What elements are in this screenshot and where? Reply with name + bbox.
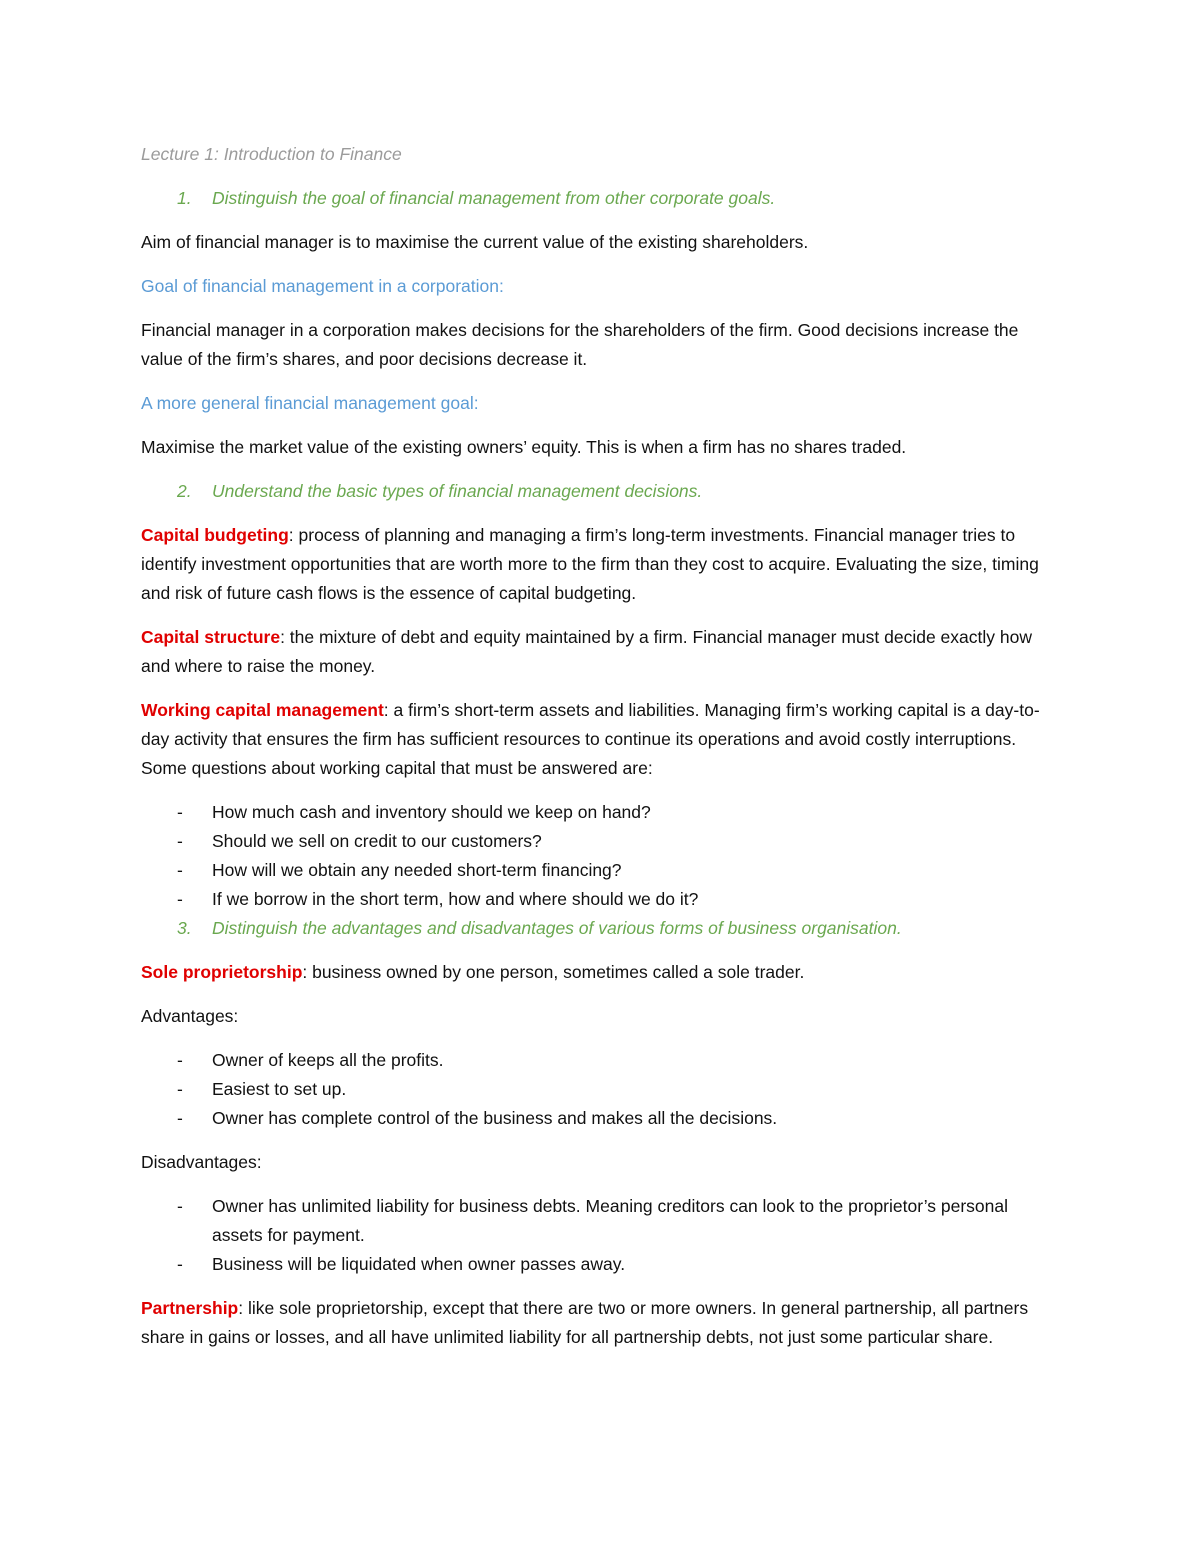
sole-proprietorship-paragraph	[141, 958, 1061, 987]
objective-number: 3.	[177, 918, 192, 938]
objective-number: 2.	[177, 481, 192, 501]
disadvantages-label: Disadvantages:	[141, 1152, 262, 1172]
list-item-text: Should we sell on credit to our customers?	[212, 831, 542, 851]
advantages-list	[141, 1046, 1061, 1133]
learning-objective-3	[141, 914, 1061, 943]
dash-bullet: -	[177, 831, 183, 851]
list-item-text: Easiest to set up.	[212, 1079, 347, 1099]
dash-bullet: -	[177, 889, 183, 909]
learning-objective-1	[141, 184, 1061, 213]
objective-number: 1.	[177, 188, 192, 208]
list-item	[141, 1192, 1061, 1250]
learning-objective-2	[141, 477, 1061, 506]
capital-budgeting-paragraph	[141, 521, 1061, 608]
list-item-text: Owner has unlimited liability for business debts. Meaning creditors can look to the proprietor’s personal assets for payment.	[212, 1196, 1009, 1245]
capital-budgeting-definition: : process of planning and managing a firm’s long-term investments. Financial manager tries to identify investment opportunities that are worth more to the firm than they cost to acquire. Evaluating the size, timing and risk of future cash flows is the essence of capital budgeting.	[141, 525, 1039, 603]
working-capital-definition: : a firm’s short-term assets and liabilities. Managing firm’s working capital is a day-to-day activity that ensures the firm has sufficient resources to continue its operations and avoid costly interruptions. Some questions about working capital that must be answered are:	[141, 700, 1040, 778]
list-item-text: How will we obtain any needed short-term financing?	[212, 860, 622, 880]
list-item	[141, 1104, 1061, 1133]
partnership-definition: : like sole proprietorship, except that there are two or more owners. In general partnership, all partners share in gains or losses, and all have unlimited liability for all partnership debts, not just some particular share.	[141, 1298, 1029, 1347]
list-item	[141, 856, 1061, 885]
objective-text: Distinguish the advantages and disadvantages of various forms of business organisation.	[212, 918, 902, 938]
working-capital-questions	[141, 798, 1061, 914]
list-item-text: How much cash and inventory should we keep on hand?	[212, 802, 651, 822]
term-capital-budgeting: Capital budgeting	[141, 525, 289, 545]
list-item	[141, 1075, 1061, 1104]
working-capital-paragraph	[141, 696, 1061, 783]
goal-corporation-text: Financial manager in a corporation makes decisions for the shareholders of the firm. Good decisions increase the value of the firm’s shares, and poor decisions decrease it.	[141, 320, 1019, 369]
dash-bullet: -	[177, 802, 183, 822]
dash-bullet: -	[177, 860, 183, 880]
lecture-title: Lecture 1: Introduction to Finance	[141, 144, 402, 164]
goal-general-text: Maximise the market value of the existing owners’ equity. This is when a firm has no shares traded.	[141, 437, 907, 457]
dash-bullet: -	[177, 1254, 183, 1274]
term-capital-structure: Capital structure	[141, 627, 281, 647]
capital-structure-paragraph	[141, 623, 1061, 681]
list-item	[141, 1250, 1061, 1279]
term-working-capital: Working capital management	[141, 700, 384, 720]
dash-bullet: -	[177, 1108, 183, 1128]
list-item	[141, 798, 1061, 827]
list-item-text: Business will be liquidated when owner passes away.	[212, 1254, 626, 1274]
list-item-text: Owner of keeps all the profits.	[212, 1050, 444, 1070]
aim-paragraph: Aim of financial manager is to maximise the current value of the existing shareholders.	[141, 232, 809, 252]
goal-corporation-heading: Goal of financial management in a corporation:	[141, 276, 504, 296]
disadvantages-list	[141, 1192, 1061, 1279]
advantages-label: Advantages:	[141, 1006, 239, 1026]
dash-bullet: -	[177, 1079, 183, 1099]
document-page	[141, 140, 1061, 1367]
objective-text: Understand the basic types of financial management decisions.	[212, 481, 703, 501]
term-sole-proprietorship: Sole proprietorship	[141, 962, 303, 982]
list-item-text: If we borrow in the short term, how and where should we do it?	[212, 889, 699, 909]
list-item	[141, 885, 1061, 914]
list-item	[141, 1046, 1061, 1075]
partnership-paragraph	[141, 1294, 1061, 1352]
dash-bullet: -	[177, 1196, 183, 1216]
term-partnership: Partnership	[141, 1298, 239, 1318]
list-item	[141, 827, 1061, 856]
capital-structure-definition: : the mixture of debt and equity maintained by a firm. Financial manager must decide exactly how and where to raise the money.	[141, 627, 1032, 676]
sole-proprietorship-definition: : business owned by one person, sometimes called a sole trader.	[302, 962, 805, 982]
dash-bullet: -	[177, 1050, 183, 1070]
objective-text: Distinguish the goal of financial management from other corporate goals.	[212, 188, 776, 208]
list-item-text: Owner has complete control of the business and makes all the decisions.	[212, 1108, 778, 1128]
goal-general-heading: A more general financial management goal:	[141, 393, 479, 413]
